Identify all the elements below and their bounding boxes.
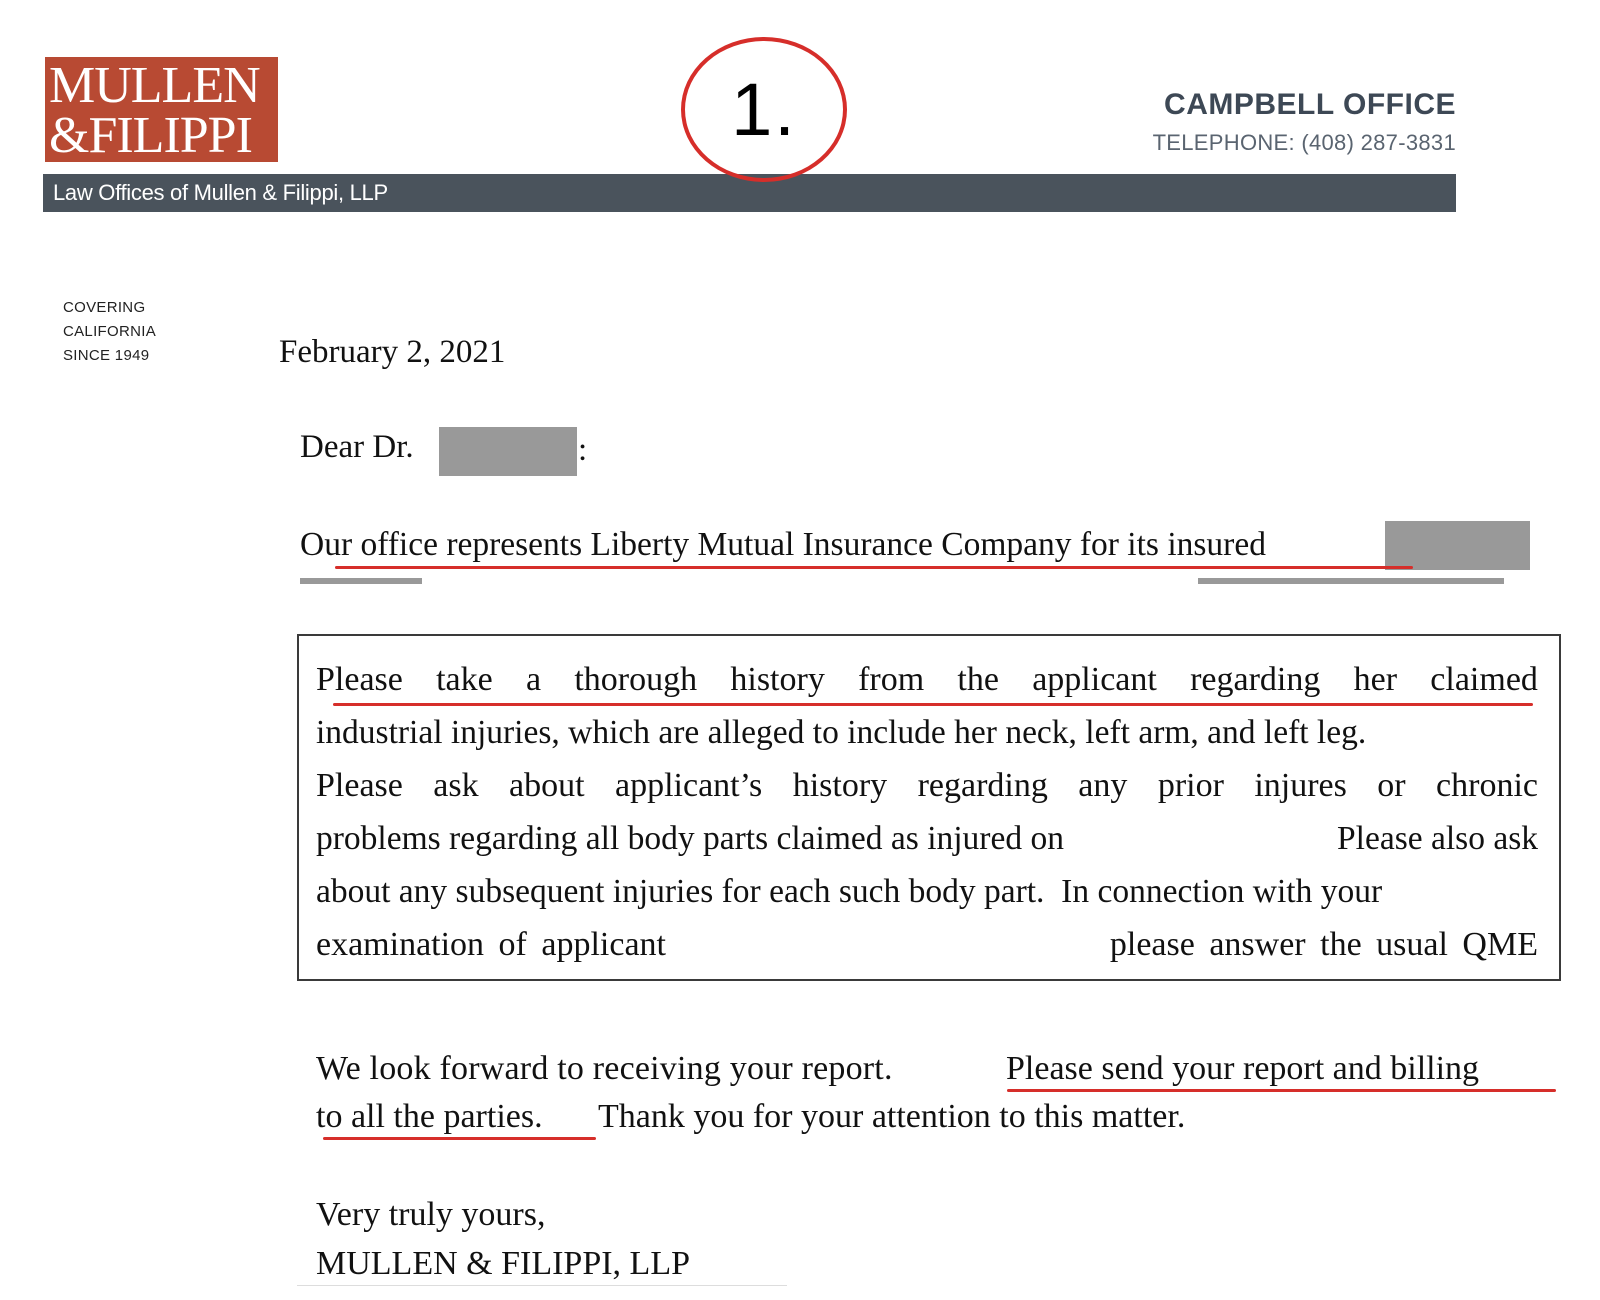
letter-date: February 2, 2021 [279,334,506,370]
logo-line-2: &FILIPPI [49,107,252,164]
box-line-1 [316,654,1538,706]
word: Please [316,661,403,698]
word: any [1078,767,1128,804]
tagline-line: CALIFORNIA [63,323,157,340]
line-text: please answer the usual QME [1109,926,1538,963]
word: regarding [1190,661,1321,698]
box-line-6 [316,919,1538,971]
word: applicant [1032,661,1157,698]
word: ask [433,767,479,804]
word: Please [316,767,403,804]
redacted-segment [1198,578,1504,584]
redacted-segment [300,578,422,584]
firm-logo [45,57,278,162]
word: history [730,661,825,698]
word: the [957,661,999,698]
signoff: Very truly yours, [316,1196,546,1233]
word: take [436,661,493,698]
word: claimed [1430,661,1538,698]
underline-closing-1 [1007,1089,1556,1092]
word: regarding [917,767,1048,804]
box-line-4 [316,813,1538,865]
line-text: examination of applicant [316,926,666,963]
line-text: industrial injuries, which are alleged to include her neck, left arm, and left leg. [316,714,1367,751]
underline-intro [335,566,1413,569]
office-phone: TELEPHONE: (408) 287-3831 [1152,130,1456,155]
word: chronic [1436,767,1538,804]
tagline-line: COVERING [63,299,146,316]
word: or [1377,767,1406,804]
redacted-insured [1385,521,1530,570]
word: her [1353,661,1398,698]
signature: MULLEN & FILIPPI, LLP [316,1245,690,1282]
word: from [858,661,925,698]
word: a [526,661,542,698]
box-line-2 [316,707,1538,759]
word: about [509,767,585,804]
closing-line-1b: Please send your report and billing [1006,1050,1480,1087]
line-text: about any subsequent injuries for each such body part. In connection with your [316,873,1383,910]
box-line-5 [316,866,1538,918]
signature-rule [297,1285,787,1286]
line-text: problems regarding all body parts claimed as injured on [316,820,1064,857]
word: prior [1157,767,1224,804]
redacted-name [439,427,577,476]
salutation-prefix: Dear Dr. [300,429,414,465]
box-line-3 [316,760,1538,812]
office-name: CAMPBELL OFFICE [1164,88,1456,121]
closing-line-1a: We look forward to receiving your report. [316,1050,893,1087]
line-text: Please also ask [1337,820,1538,857]
word: applicant’s [615,767,763,804]
firm-name-bar: Law Offices of Mullen & Filippi, LLP [43,174,1456,212]
intro-line: Our office represents Liberty Mutual Insurance Company for its insured [300,526,1266,563]
underline-closing-2 [323,1137,596,1140]
tagline-line: SINCE 1949 [63,347,150,364]
word: thorough [574,661,698,698]
word: history [792,767,888,804]
firm-tagline [63,296,156,368]
annotation-number: 1. [731,68,797,151]
logo-line-1: MULLEN [49,57,260,114]
word: injures [1254,767,1347,804]
salutation-suffix: : [578,432,588,468]
closing-line-2a: to all the parties. [316,1098,543,1135]
cropped-line [300,578,1510,584]
closing-line-2b: Thank you for your attention to this matter. [598,1098,1186,1135]
underline-box-line-1 [333,703,1533,706]
